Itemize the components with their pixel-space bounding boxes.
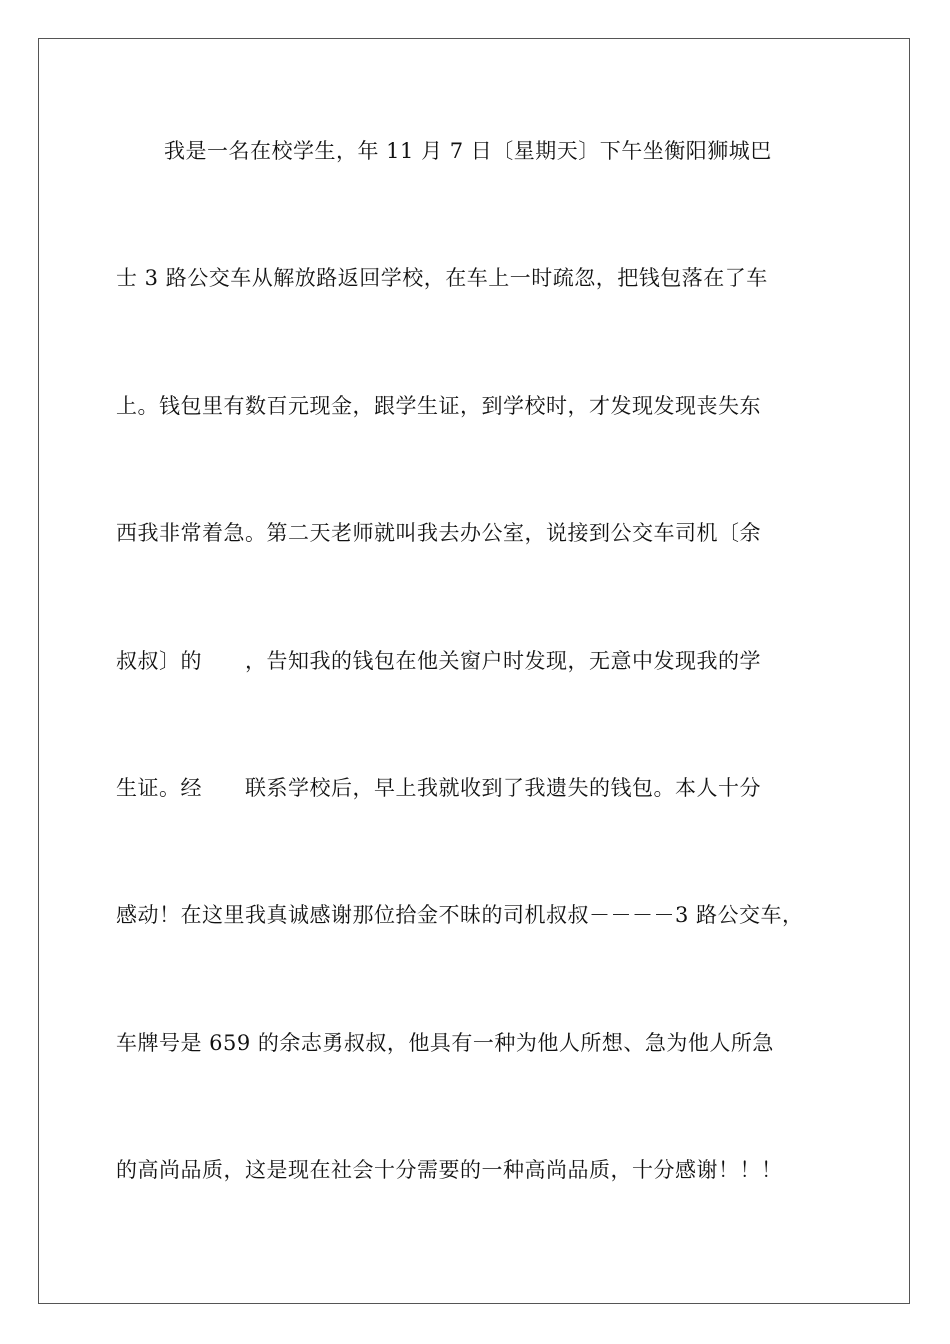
text-line: 感动！在这里我真诚感谢那位拾金不昧的司机叔叔－－－－3 路公交车， <box>116 903 804 928</box>
text-line: 的高尚品质，这是现在社会十分需要的一种高尚品质，十分感谢！！！ <box>116 1158 783 1183</box>
text-line: 生证。经 联系学校后，早上我就收到了我遗失的钱包。本人十分 <box>116 775 761 800</box>
text-line: 上。钱包里有数百元现金，跟学生证，到学校时，才发现发现丧失东 <box>116 393 761 418</box>
text-line: 叔叔〕的 ，告知我的钱包在他关窗户时发现，无意中发现我的学 <box>116 648 761 673</box>
text-line: 我是一名在校学生，年 11 月 7 日〔星期天〕下午坐衡阳狮城巴 <box>164 139 772 163</box>
text-line: 士 3 路公交车从解放路返回学校，在车上一时疏忽，把钱包落在了车 <box>116 266 768 291</box>
text-line: 车牌号是 659 的余志勇叔叔，他具有一种为他人所想、急为他人所急 <box>116 1030 774 1055</box>
letter-body <box>116 128 836 1275</box>
text-line: 西我非常着急。第二天老师就叫我去办公室，说接到公交车司机〔余 <box>116 521 761 546</box>
